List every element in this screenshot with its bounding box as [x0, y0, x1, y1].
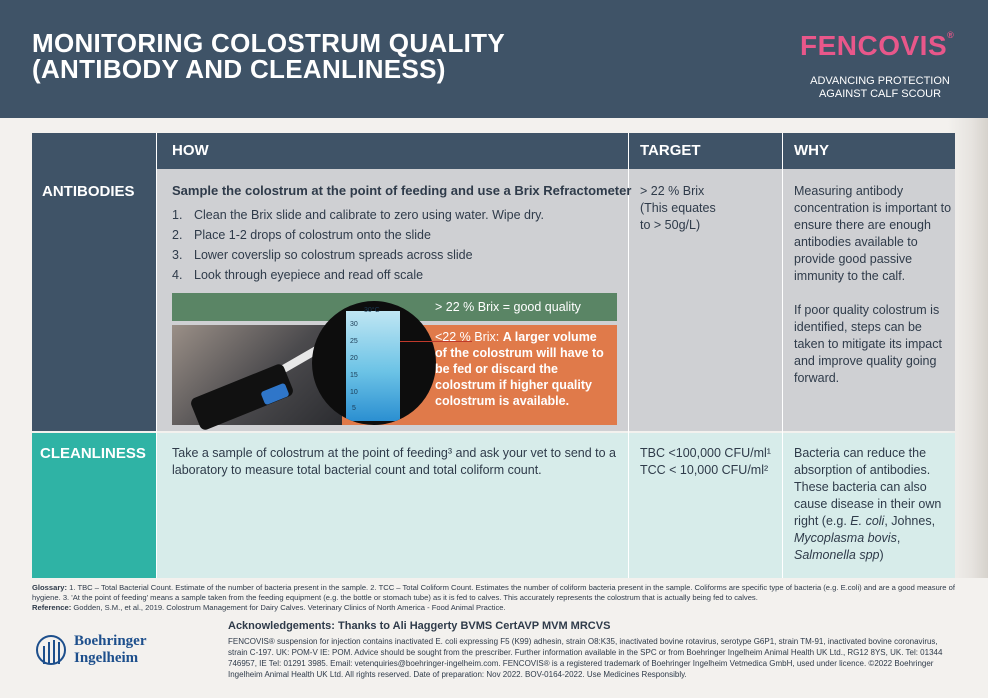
scale-tick-label: 5 — [352, 405, 356, 412]
why-paragraph: If poor quality colostrum is identified, steps can be taken to mitigate its impact and improve quality going forward. — [794, 303, 942, 385]
antibodies-steps — [172, 205, 632, 285]
glossary-text: 1. TBC – Total Bacterial Count. Estimate of the number of bacteria present in the sample. 2. TCC – Total Coliform Count. Estimates the number of coliform bacteria present in the sample. Coliforms are specific type of bacteria (e.g. E.coli) and are a good measure of hygiene. 3. 'At the point of feeding' means a sample taken from the feeding equipment (e.g. the bottle or stomach tube) as it is fed to calves. This accurately represents the colostrum that is actually being fed to calves. — [32, 583, 955, 602]
scale-temperature-label: 30°C — [364, 307, 380, 314]
header-band — [0, 0, 988, 118]
column-divider — [628, 133, 629, 578]
header-why: WHY — [794, 142, 829, 159]
brand-tagline — [790, 75, 970, 101]
scale-tick-label: 10 — [350, 389, 358, 396]
why-paragraph: Measuring antibody concentration is important to ensure there are enough antibodies available to provide good passive immunity to the calf. — [794, 184, 952, 283]
step-number: 4. — [172, 268, 183, 282]
glossary-label: Glossary: — [32, 583, 68, 592]
list-item — [172, 245, 632, 265]
step-text: Clean the Brix slide and calibrate to zero using water. Wipe dry. — [194, 208, 544, 222]
scale-tick-label: 15 — [350, 372, 358, 379]
acknowledgements: Acknowledgements: Thanks to Ali Haggerty BVMS CertAVP MVM MRCVS — [228, 620, 611, 632]
why-text: , — [896, 531, 901, 545]
target-line: to > 50g/L) — [640, 218, 701, 232]
fencovis-logo — [800, 30, 960, 62]
target-line: TBC <100,000 CFU/ml¹ — [640, 446, 771, 460]
antibodies-target — [640, 183, 770, 234]
step-text: Place 1-2 drops of colostrum onto the slide — [194, 228, 431, 242]
tagline-line-1: ADVANCING PROTECTION — [810, 75, 950, 87]
why-text: ) — [879, 548, 884, 562]
tagline-line-2: AGAINST CALF SCOUR — [818, 88, 942, 100]
list-item — [172, 205, 632, 225]
cleanliness-target — [640, 445, 780, 479]
column-divider — [782, 133, 783, 578]
logo-line: Boehringer — [74, 633, 147, 649]
cleanliness-label: CLEANLINESS — [32, 433, 156, 578]
step-number: 3. — [172, 248, 183, 262]
cleanliness-how: Take a sample of colostrum at the point of feeding³ and ask your vet to send to a laboratory to measure total bacterial count and total coliform count. — [172, 446, 617, 477]
title-line-1: MONITORING COLOSTRUM QUALITY — [32, 28, 506, 58]
reference-label: Reference: — [32, 603, 72, 612]
antibodies-why — [794, 183, 954, 404]
refractometer-scale-view — [312, 301, 436, 425]
low-quality-text — [435, 329, 610, 409]
boehringer-logo-name — [74, 633, 147, 667]
why-italic: E. coli — [850, 514, 885, 528]
why-italic: Mycoplasma bovis — [794, 531, 897, 545]
logo-bar — [43, 646, 45, 664]
title-line-2: (ANTIBODY AND CLEANLINESS) — [32, 54, 446, 84]
list-item — [172, 225, 632, 245]
table-header — [32, 133, 955, 169]
step-number: 2. — [172, 228, 183, 242]
logo-bar — [48, 642, 50, 664]
boehringer-logo-icon — [36, 635, 66, 665]
boehringer-ingelheim-logo — [36, 633, 186, 673]
column-divider — [156, 133, 157, 578]
step-text: Look through eyepiece and read off scale — [194, 268, 424, 282]
header-target: TARGET — [640, 142, 701, 159]
brand-registered-mark: ® — [947, 30, 955, 40]
header-how: HOW — [172, 142, 209, 159]
page-title — [32, 30, 592, 82]
scale-tick-label: 20 — [350, 355, 358, 362]
low-quality-prefix: <22 % Brix: — [435, 330, 500, 344]
logo-bar — [58, 642, 60, 664]
reference-text: Godden, S.M., et al., 2019. Colostrum Management for Dairy Calves. Veterinary Clinics of North America - Food Animal Practice. — [73, 603, 506, 612]
target-line: TCC < 10,000 CFU/ml² — [640, 463, 769, 477]
cleanliness-why — [794, 445, 954, 564]
logo-bar — [53, 640, 55, 664]
scale-tick-label: 25 — [350, 338, 358, 345]
brix-illustration — [172, 293, 617, 426]
step-text: Lower coverslip so colostrum spreads across slide — [194, 248, 473, 262]
brand-name: FENCOVIS — [800, 30, 948, 61]
why-text: Bacteria can reduce the absorption of antibodies. These bacteria can also cause disease in their own right (e.g. — [794, 446, 942, 528]
list-item — [172, 265, 632, 285]
step-number: 1. — [172, 208, 183, 222]
legal-text: FENCOVIS® suspension for injection contains inactivated E. coli expressing F5 (K99) adhesin, strain O8:K35, inactivated bovine rotavirus, serotype G6P1, strain TM-91, inactivated bovine coronavirus, strain C-197. UK: POM-V IE: POM. Advice should be sought from the prescriber. Further information available in the SPC or from Boehringer Ingelheim Animal Health UK Ltd., RG12 8YS, UK. Tel: 01344 746957, IE Tel: 01291 3985. Email: vetenquiries@boehringer-ingelheim.com. FENCOVIS® is a registered trademark of Boehringer Ingelheim Vetmedica GmbH, used under licence. ©2022 Boehringer Ingelheim Animal Health UK Ltd. All rights reserved. Date of preparation: Nov 2022. BOV-0164-2022. Use Medicines Responsibly. — [228, 637, 943, 679]
target-line: > 22 % Brix — [640, 184, 705, 198]
logo-line: Ingelheim — [74, 650, 139, 666]
antibodies-how-heading: Sample the colostrum at the point of feeding and use a Brix Refractometer — [172, 183, 632, 198]
good-quality-text: > 22 % Brix = good quality — [435, 300, 581, 314]
why-text: , Johnes, — [884, 514, 936, 528]
scale-tick-label: 30 — [350, 321, 358, 328]
target-line: (This equates — [640, 201, 716, 215]
why-italic: Salmonella spp — [794, 548, 880, 562]
glossary — [32, 583, 955, 613]
low-quality-advice: A larger volume of the colostrum will have to be fed or discard the colostrum if higher quality colostrum is available. — [435, 330, 604, 408]
antibodies-label: ANTIBODIES — [32, 169, 156, 431]
